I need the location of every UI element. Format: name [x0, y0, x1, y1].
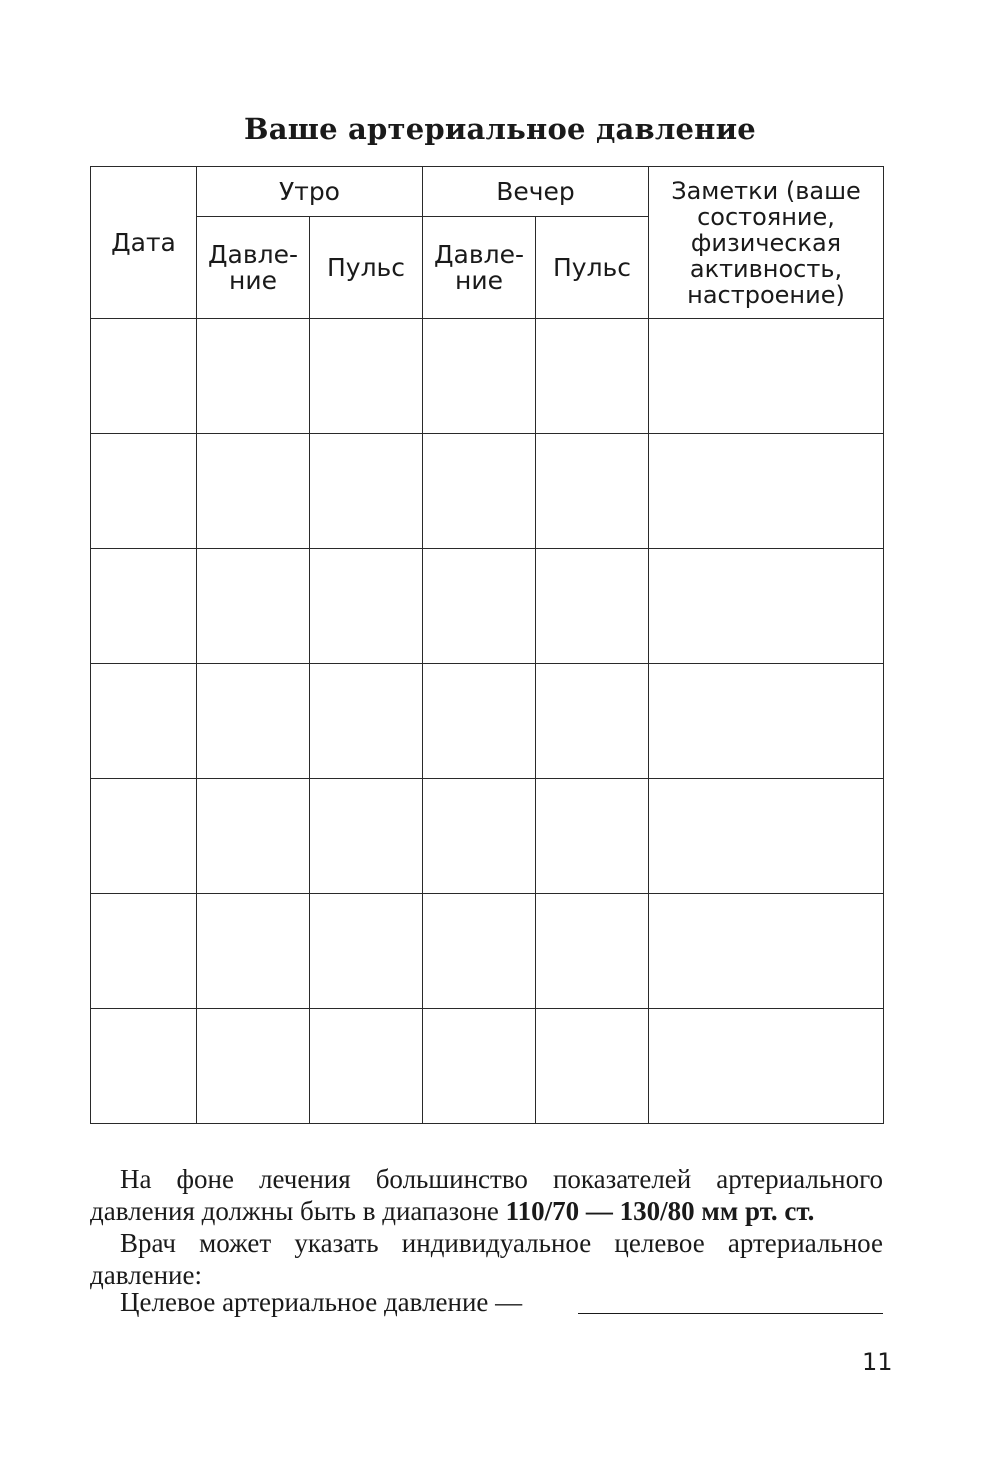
cell-morning-pressure[interactable]: [197, 549, 310, 664]
target-range: 110/70 — 130/80 мм рт. ст.: [505, 1196, 815, 1226]
cell-morning-pulse[interactable]: [310, 434, 423, 549]
cell-morning-pulse[interactable]: [310, 664, 423, 779]
cell-notes[interactable]: [649, 894, 884, 1009]
table-row: [91, 779, 884, 894]
cell-evening-pulse[interactable]: [536, 1009, 649, 1124]
cell-evening-pressure[interactable]: [423, 434, 536, 549]
cell-morning-pulse[interactable]: [310, 549, 423, 664]
notes-line: состояние,: [697, 202, 835, 231]
header-morning: Утро: [197, 167, 423, 217]
cell-date[interactable]: [91, 779, 197, 894]
cell-evening-pressure[interactable]: [423, 319, 536, 434]
header-date: Дата: [91, 167, 197, 319]
doctor-paragraph: Врач может указать индивидуальное целевое артериальное давление:: [90, 1228, 883, 1290]
notes-line: настроение): [687, 280, 845, 309]
table-row: [91, 434, 884, 549]
cell-morning-pressure[interactable]: [197, 1009, 310, 1124]
cell-evening-pressure[interactable]: [423, 549, 536, 664]
cell-notes[interactable]: [649, 549, 884, 664]
cell-date[interactable]: [91, 434, 197, 549]
cell-morning-pulse[interactable]: [310, 894, 423, 1009]
header-notes: [649, 167, 884, 319]
cell-date[interactable]: [91, 664, 197, 779]
cell-evening-pressure[interactable]: [423, 1009, 536, 1124]
notes-line: активность,: [689, 254, 843, 283]
cell-morning-pressure[interactable]: [197, 664, 310, 779]
cell-evening-pulse[interactable]: [536, 779, 649, 894]
notes-line: физическая: [690, 228, 842, 257]
cell-evening-pulse[interactable]: [536, 319, 649, 434]
range-paragraph: На фоне лечения большинство показателей артериального давления должны быть в диапазоне 110/70 — 130/80 мм рт. ст.: [90, 1164, 883, 1226]
cell-evening-pressure[interactable]: [423, 779, 536, 894]
blood-pressure-log-table: [90, 166, 884, 1124]
cell-evening-pulse[interactable]: [536, 434, 649, 549]
cell-evening-pressure[interactable]: [423, 664, 536, 779]
cell-notes[interactable]: [649, 779, 884, 894]
cell-evening-pulse[interactable]: [536, 664, 649, 779]
cell-notes[interactable]: [649, 434, 884, 549]
cell-evening-pressure[interactable]: [423, 894, 536, 1009]
cell-morning-pressure[interactable]: [197, 779, 310, 894]
table-row: [91, 894, 884, 1009]
header-evening-pulse: Пульс: [536, 217, 649, 319]
log-body: [91, 319, 884, 1124]
cell-evening-pulse[interactable]: [536, 894, 649, 1009]
target-pressure-blank[interactable]: [578, 1313, 883, 1314]
cell-morning-pressure[interactable]: [197, 894, 310, 1009]
table-row: [91, 1009, 884, 1124]
cell-morning-pulse[interactable]: [310, 779, 423, 894]
cell-notes[interactable]: [649, 319, 884, 434]
header-evening-pressure: Давле- ние: [423, 217, 536, 319]
target-pressure-label: Целевое артериальное давление —: [120, 1287, 523, 1317]
header-row-groups: [91, 167, 884, 217]
cell-notes[interactable]: [649, 1009, 884, 1124]
cell-morning-pulse[interactable]: [310, 1009, 423, 1124]
page-number: 11: [862, 1348, 893, 1376]
cell-evening-pulse[interactable]: [536, 549, 649, 664]
cell-morning-pressure[interactable]: [197, 434, 310, 549]
cell-morning-pressure[interactable]: [197, 319, 310, 434]
cell-date[interactable]: [91, 319, 197, 434]
cell-morning-pulse[interactable]: [310, 319, 423, 434]
table-row: [91, 549, 884, 664]
cell-date[interactable]: [91, 549, 197, 664]
header-evening: Вечер: [423, 167, 649, 217]
page-title: Ваше артериальное давление: [244, 112, 756, 146]
cell-notes[interactable]: [649, 664, 884, 779]
cell-date[interactable]: [91, 1009, 197, 1124]
header-morning-pressure: Давле- ние: [197, 217, 310, 319]
notes-line: Заметки (ваше: [671, 176, 861, 205]
table-row: [91, 664, 884, 779]
cell-date[interactable]: [91, 894, 197, 1009]
table-row: [91, 319, 884, 434]
header-morning-pulse: Пульс: [310, 217, 423, 319]
